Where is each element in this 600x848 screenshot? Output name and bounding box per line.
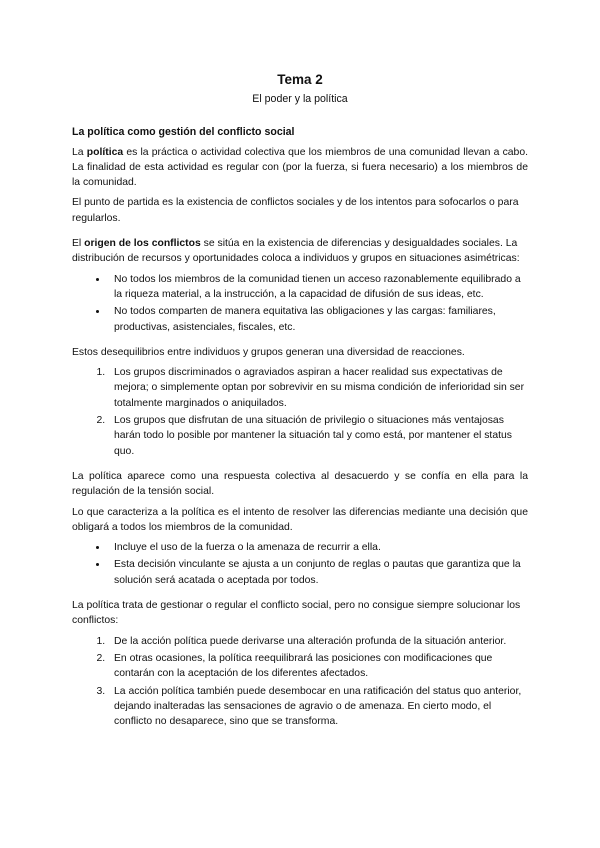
bullet-list-decision xyxy=(72,540,528,588)
paragraph-definition xyxy=(72,145,528,191)
page-title: Tema 2 xyxy=(277,72,323,87)
document-page xyxy=(72,72,528,739)
numbered-list-outcomes xyxy=(72,634,528,730)
numbered-list-groups xyxy=(72,365,528,459)
paragraph-reactions: Estos desequilibrios entre individuos y grupos generan una diversidad de reacciones. xyxy=(72,346,465,358)
paragraph-origin xyxy=(72,236,528,267)
list-item: • No todos comparten de manera equitativa las obligaciones y las cargas: familiares, productivas, asistenciales, fiscales, etc. xyxy=(108,304,528,335)
paragraph-collective-response: La política aparece como una respuesta colectiva al desacuerdo y se confía en ella para la regulación de la tensión social. xyxy=(72,470,528,498)
list-item: • No todos los miembros de la comunidad tienen un acceso razonablemente equilibrado a la riqueza material, a la instrucción, a la capacidad de difusión de sus ideas, etc. xyxy=(108,272,528,303)
text-fragment: se sitúa en la existencia de diferencias y desigualdades sociales. La distribución de recursos y oportunidades coloca a individuos y grupos en situaciones asimétricas: xyxy=(72,238,520,265)
paragraph-management: La política trata de gestionar o regular el conflicto social, pero no consigue siempre solucionar los conflictos: xyxy=(72,600,521,627)
paragraph-characteristic: Lo que caracteriza a la política es el intento de resolver las diferencias mediante una decisión que obligará a todos los miembros de la comunidad. xyxy=(72,506,528,533)
bold-term: origen de los conflictos xyxy=(84,238,201,250)
list-item: 1. De la acción política puede derivarse una alteración profunda de la situación anterior. xyxy=(108,634,528,649)
text-fragment: es la práctica o actividad colectiva que los miembros de una comunidad llevan a cabo. La finalidad de esta actividad es regular con (por la fuerza, si fuera necesario) a los miembros de la comunidad. xyxy=(72,146,529,189)
list-item: • Esta decisión vinculante se ajusta a un conjunto de reglas o pautas que garantiza que la solución será acatada o aceptada por todos. xyxy=(108,557,528,588)
list-item: • Incluye el uso de la fuerza o la amenaza de recurrir a ella. xyxy=(108,540,528,555)
section-heading: La política como gestión del conflicto social xyxy=(72,126,295,139)
page-subtitle: El poder y la política xyxy=(252,93,348,105)
list-item: 2. En otras ocasiones, la política reequilibrará las posiciones con modificaciones que contarán con la aceptación de los diferentes afectados. xyxy=(108,651,528,682)
list-item: 1. Los grupos discriminados o agraviados aspiran a hacer realidad sus expectativas de mejora; o simplemente optan por sobrevivir en su misma condición de inferioridad sin ser totalmente marginados o aniquilados. xyxy=(108,365,528,411)
list-item: 2. Los grupos que disfrutan de una situación de privilegio o situaciones más ventajosas harán todo lo posible por mantener la situación tal y como está, por mantener el status quo. xyxy=(108,413,528,459)
bold-term: política xyxy=(86,146,124,158)
list-item: 3. La acción política también puede desembocar en una ratificación del status quo anterior, dejando inalteradas las sensaciones de agravio o de amenaza. En cierto modo, el conflicto no desaparece, sino que se transforma. xyxy=(108,684,528,730)
bullet-list-inequalities xyxy=(72,272,528,335)
text-fragment: El xyxy=(72,238,85,250)
paragraph-starting-point: El punto de partida es la existencia de conflictos sociales y de los intentos para sofocarlos o para regularlos. xyxy=(72,197,519,224)
text-fragment: La xyxy=(72,146,87,158)
